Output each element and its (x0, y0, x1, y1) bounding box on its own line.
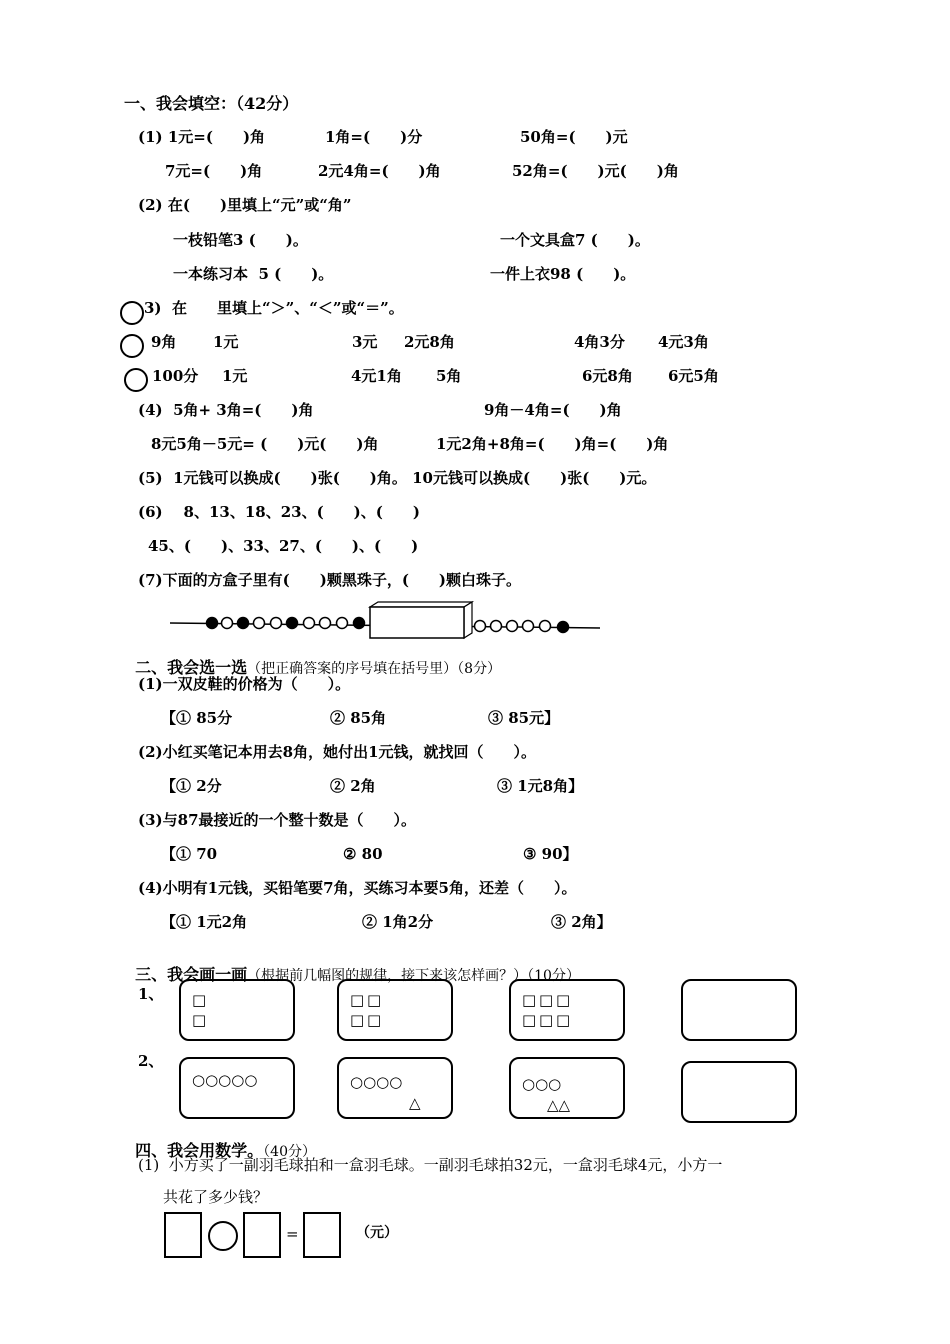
square-icon: □ (350, 1011, 365, 1029)
square-icon: □ (192, 1011, 207, 1029)
q4-item: 9角－4角=( )角 (484, 401, 622, 419)
word-problem: (1) 小方买了一副羽毛球拍和一盒羽毛球。一副羽毛球拍32元，一盒羽毛球4元，小方一 (138, 1156, 723, 1174)
q7-text: (7)下面的方盒子里有( )颗黑珠子，( )颗白珠子。 (138, 571, 522, 589)
square-icon: □ (192, 991, 207, 1009)
black-bead (207, 618, 218, 629)
choice-option: ② 85角 (330, 709, 387, 727)
q3-item: 6元8角 (582, 367, 633, 385)
section2-title-text: 二、我会选一选 (135, 658, 248, 677)
pattern-box (337, 979, 453, 1041)
pattern-box (179, 1057, 295, 1119)
box-front (370, 607, 464, 638)
white-bead (507, 621, 518, 632)
section2-note: （把正确答案的序号填在括号里）（8分） (247, 661, 502, 677)
q2-item: 一本练习本 5 ( )。 (173, 265, 334, 283)
answer-square[interactable] (243, 1212, 281, 1258)
q6-item: 45、( )、33、27、( )、( ) (148, 537, 419, 555)
q3-item: 6元5角 (668, 367, 719, 385)
choice-question: (3)与87最接近的一个整十数是（ ）。 (138, 811, 417, 829)
q3-item: 4元3角 (658, 333, 709, 351)
choice-question: (2)小红买笔记本用去8角，她付出1元钱，就找回（ ）。 (138, 743, 537, 761)
compare-circle-icon (120, 334, 144, 358)
bead-string-illustration (160, 600, 605, 642)
q1-item: 2元4角=( )角 (318, 162, 441, 180)
choice-question: (1)一双皮鞋的价格为（ ）。 (138, 675, 351, 693)
section2-title (124, 641, 501, 678)
q3-item: 9角 (151, 333, 177, 351)
circles-icon: ○○○○○ (192, 1071, 258, 1089)
q3-item: 1元 (213, 333, 239, 351)
q5-text: (5) 1元钱可以换成( )张( )角。 10元钱可以换成( )张( )元。 (138, 469, 657, 487)
pattern-box (179, 979, 295, 1041)
q1-item: 7元=( )角 (165, 162, 263, 180)
white-bead (491, 621, 502, 632)
white-bead (540, 621, 551, 632)
square-icon: □ (539, 991, 554, 1009)
white-bead (304, 618, 315, 629)
circles-icon: ○○○○ (350, 1073, 403, 1091)
choice-option: 【① 1元2角 (161, 913, 248, 931)
white-bead (523, 621, 534, 632)
equals-sign: = (286, 1225, 299, 1243)
q4-item: 8元5角－5元= ( )元( )角 (151, 435, 379, 453)
q1-item: 50角=( )元 (520, 128, 628, 146)
q4-item: 1元2角+8角=( )角=( )角 (436, 435, 669, 453)
square-icon: □ (522, 1011, 537, 1029)
choice-option: ③ 85元】 (488, 709, 560, 727)
pattern-box (509, 1057, 625, 1119)
black-bead (354, 618, 365, 629)
section3-title-text: 三、我会画一画 (135, 965, 248, 984)
black-bead (287, 618, 298, 629)
q3-item: 3元 (352, 333, 378, 351)
q3-item: 1元 (222, 367, 248, 385)
compare-circle-icon (124, 368, 148, 392)
square-icon: □ (350, 991, 365, 1009)
q3-item: 100分 (152, 367, 199, 385)
q6-item: (6) 8、13、18、23、( )、( ) (138, 503, 420, 521)
pattern-box (337, 1057, 453, 1119)
unit-label: （元） (356, 1225, 398, 1241)
answer-square[interactable] (164, 1212, 202, 1258)
section1-title: 一、我会填空：（42分） (124, 94, 299, 113)
white-bead (475, 621, 486, 632)
q2-item: 一个文具盒7 ( )。 (500, 231, 650, 249)
choice-option: ③ 1元8角】 (497, 777, 584, 795)
choice-option: 【① 70 (161, 845, 218, 863)
section4-points: （40分） (263, 1144, 316, 1160)
word-problem-cont: 共花了多少钱？ (163, 1188, 269, 1206)
q2-item: 一枝铅笔3 ( )。 (173, 231, 308, 249)
choice-option: ② 2角 (330, 777, 376, 795)
q2-prompt: (2) 在( )里填上“元”或“角” (138, 196, 352, 214)
choice-option: 【① 2分 (161, 777, 222, 795)
q3-item: 2元8角 (404, 333, 455, 351)
choice-option: ② 1角2分 (362, 913, 434, 931)
operator-circle[interactable] (208, 1221, 238, 1251)
square-icon: □ (556, 1011, 571, 1029)
square-icon: □ (539, 1011, 554, 1029)
triangle-icon: △△ (547, 1096, 571, 1114)
choice-option: 【① 85分 (161, 709, 233, 727)
row-label: 1、 (138, 985, 164, 1003)
compare-circle-icon (120, 301, 144, 325)
answer-box[interactable] (681, 979, 797, 1041)
section3-note: （根据前几幅图的规律，接下来该怎样画？）（10分） (247, 968, 580, 984)
triangle-icon: △ (409, 1094, 421, 1112)
choice-option: ③ 2角】 (551, 913, 612, 931)
square-icon: □ (556, 991, 571, 1009)
q4-item: (4) 5角+ 3角=( )角 (138, 401, 314, 419)
black-bead (238, 618, 249, 629)
white-bead (271, 618, 282, 629)
white-bead (254, 618, 265, 629)
q3-item: 4角3分 (574, 333, 625, 351)
white-bead (337, 618, 348, 629)
square-icon: □ (367, 1011, 382, 1029)
answer-square[interactable] (303, 1212, 341, 1258)
q3-item: 4元1角 (351, 367, 402, 385)
choice-question: (4)小明有1元钱，买铅笔要7角，买练习本要5角，还差（ ）。 (138, 879, 577, 897)
choice-option: ② 80 (343, 845, 383, 863)
box-side (464, 602, 472, 638)
pattern-box (509, 979, 625, 1041)
answer-box[interactable] (681, 1061, 797, 1123)
choice-option: ③ 90】 (523, 845, 578, 863)
q1-item: 1角=( )分 (325, 128, 423, 146)
section4-title-text: 四、我会用数学。 (135, 1141, 264, 1160)
q3-prompt: 3) 在 里填上“＞”、“＜”或“＝”。 (144, 299, 404, 317)
row-label: 2、 (138, 1052, 164, 1070)
q3-item: 5角 (436, 367, 462, 385)
q1-item: 52角=( )元( )角 (512, 162, 679, 180)
square-icon: □ (367, 991, 382, 1009)
square-icon: □ (522, 991, 537, 1009)
black-bead (558, 622, 569, 633)
q2-item: 一件上衣98 ( )。 (490, 265, 636, 283)
white-bead (222, 618, 233, 629)
circles-icon: ○○○ (522, 1075, 562, 1093)
q1-item: (1) 1元=( )角 (138, 128, 266, 146)
white-bead (320, 618, 331, 629)
